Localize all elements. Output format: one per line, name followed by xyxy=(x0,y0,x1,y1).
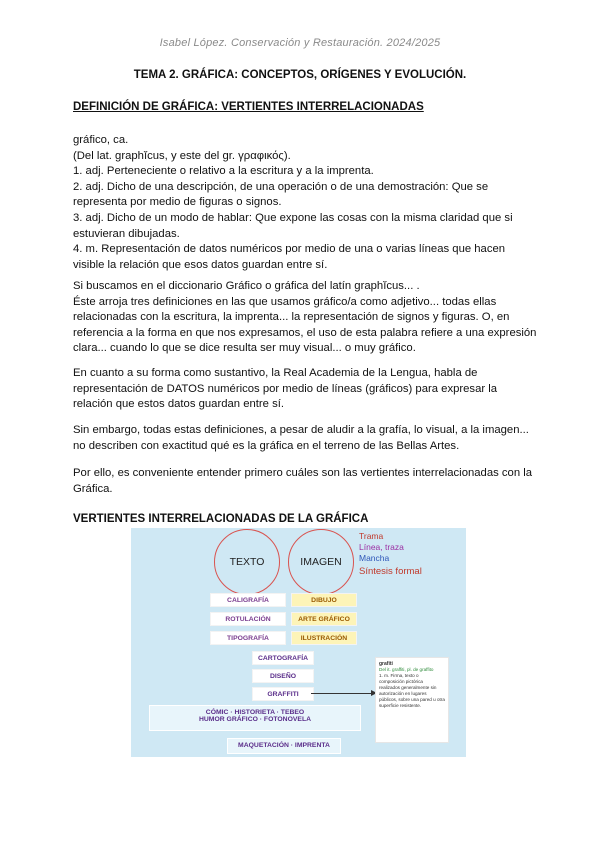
paragraph-line: En cuanto a su forma como sustantivo, la Real Academia de la Lengua, habla de xyxy=(73,367,478,379)
paragraph-rae xyxy=(73,366,533,413)
box-maquetacion: MAQUETACIÓN · IMPRENTA xyxy=(227,738,341,754)
comic-line-2: HUMOR GRÁFICO · FOTONOVELA xyxy=(198,716,312,723)
section-heading-definition: DEFINICIÓN DE GRÁFICA: VERTIENTES INTERRELACIONADAS xyxy=(73,101,424,113)
box-dibujo: DIBUJO xyxy=(291,593,357,607)
definition-line: 3. adj. Dicho de un modo de hablar: Que expone las cosas con la misma claridad que si xyxy=(73,211,513,224)
paragraph-bellas-artes xyxy=(73,423,533,454)
definition-line: 2. adj. Dicho de una descripción, de una operación o de una demostración: Que se xyxy=(73,180,489,193)
side-label-sintesis: Síntesis formal xyxy=(359,566,422,577)
definition-line: 1. adj. Perteneciente o relativo a la escritura y a la imprenta. xyxy=(73,165,374,178)
paragraph-line: no describen con exactitud qué es la gráfica en el terreno de las Bellas Artes. xyxy=(73,439,460,452)
box-rotulacion: ROTULACIÓN xyxy=(210,612,286,626)
comic-line-1: CÓMIC · HISTORIETA · TEBEO xyxy=(205,709,305,716)
side-label-mancha: Mancha xyxy=(359,553,390,563)
vertientes-diagram xyxy=(131,528,466,757)
paragraph-line: Éste arroja tres definiciones en las que usamos gráfico/a como adjetivo... todas ellas xyxy=(73,295,497,308)
definition-line: gráfico, ca. xyxy=(73,134,129,146)
paragraph-line: clara... cuando lo que se dice resulta ser muy visual... o muy gráfico. xyxy=(73,342,416,355)
page-title: TEMA 2. GRÁFICA: CONCEPTOS, ORÍGENES Y EVOLUCIÓN. xyxy=(133,69,467,81)
definition-line: (Del lat. graphĭcus, y este del gr. γραφικός). xyxy=(73,149,291,162)
definition-line: representa por medio de figuras o signos. xyxy=(73,196,282,209)
graffiti-definition-note xyxy=(375,657,449,743)
note-title: grafiti xyxy=(379,661,393,667)
paragraph-dictionary xyxy=(73,279,537,357)
definition-block xyxy=(73,133,533,273)
paragraph-line: Sin embargo, todas estas definiciones, a pesar de aludir a la grafía, lo visual, a la imagen... xyxy=(73,424,529,436)
paragraph-line: representación de DATOS numéricos por medio de líneas (gráficos) para expresar la xyxy=(73,382,498,395)
box-caligrafia: CALIGRAFÍA xyxy=(210,593,286,607)
note-subtitle: Del it. graffiti, pl. de graffito xyxy=(379,667,434,672)
definition-line: estuvieran dibujadas. xyxy=(73,227,180,240)
document-header: Isabel López. Conservación y Restauración. 2024/2025 xyxy=(159,37,441,49)
box-diseno: DISEÑO xyxy=(252,669,314,683)
circle-imagen: IMAGEN xyxy=(288,529,354,595)
box-ilustracion: ILUSTRACIÓN xyxy=(291,631,357,645)
paragraph-line: Si buscamos en el diccionario Gráfico o gráfica del latín graphĭcus... . xyxy=(73,280,420,292)
definition-line: 4. m. Representación de datos numéricos por medio de una o varias líneas que hacen xyxy=(73,243,506,256)
box-tipografia: TIPOGRAFÍA xyxy=(210,631,286,645)
side-label-trama: Trama xyxy=(359,531,384,541)
box-cartografia: CARTOGRAFÍA xyxy=(252,651,314,665)
paragraph-line: Gráfica. xyxy=(73,482,113,495)
paragraph-conclusion xyxy=(73,466,533,497)
circle-texto: TEXTO xyxy=(214,529,280,595)
side-label-linea: Línea, traza xyxy=(359,542,404,552)
paragraph-line: referencia a la forma en que nos expresamos, el uso de esta palabra refiere a una expresión xyxy=(73,326,537,339)
section-heading-vertientes: VERTIENTES INTERRELACIONADAS DE LA GRÁFICA xyxy=(73,513,369,525)
paragraph-line: relación que estos datos guardan entre sí. xyxy=(73,398,285,411)
arrow-line xyxy=(311,693,375,694)
paragraph-line: Por ello, es conveniente entender primero cuáles son las vertientes interrelacionadas con la xyxy=(73,467,533,479)
box-graffiti: GRAFFITI xyxy=(252,687,314,701)
box-comic xyxy=(149,705,361,731)
note-body: 1. m. Firma, texto o composición pictórica realizados generalmente sin autorización en lugares públicos, sobre una pared u otra superficie resistente. xyxy=(379,673,445,708)
paragraph-line: relacionadas con la escritura, la imprenta... la representación de signos y figuras. O, en xyxy=(73,311,510,324)
definition-line: visible la relación que esos datos guardan entre sí. xyxy=(73,258,328,271)
box-arte-grafico: ARTE GRÁFICO xyxy=(291,612,357,626)
